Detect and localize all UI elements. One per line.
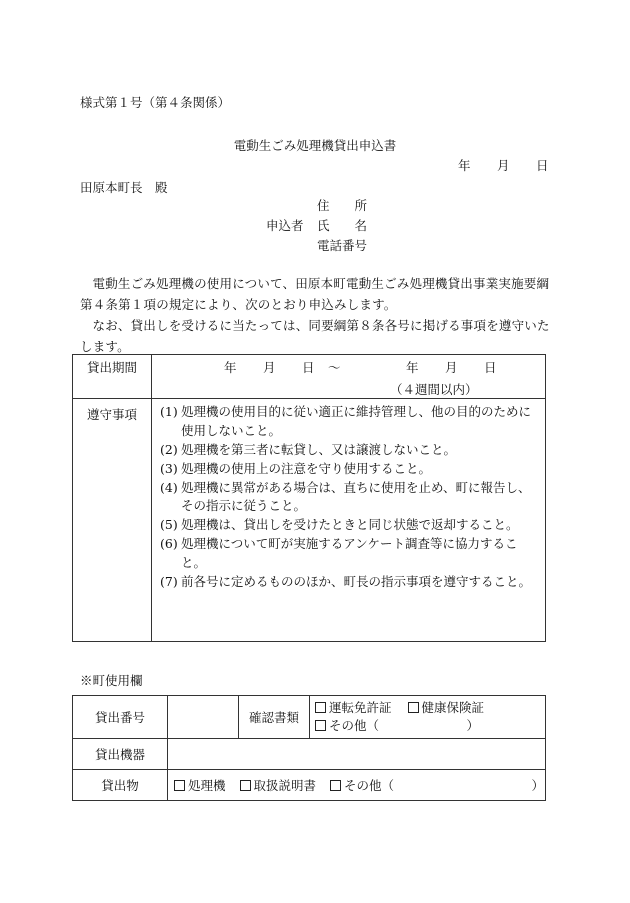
loan-period-row (73, 355, 546, 399)
other-doc-checkbox[interactable] (315, 720, 326, 731)
form-number: 様式第１号（第４条関係） (80, 95, 231, 110)
body-paragraph: 電動生ごみ処理機の使用について、田原本町電動生ごみ処理機貸出事業実施要綱第４条第１項の規定により、次のとおり申込みします。 (80, 276, 550, 312)
rule-item (160, 573, 539, 592)
period-label: 貸出期間 (73, 355, 152, 399)
manual-label: 取扱説明書 (253, 778, 317, 793)
processor-label: 処理機 (188, 778, 226, 793)
rule-number: (2) (160, 441, 178, 457)
manual-checkbox[interactable] (240, 780, 251, 791)
period-cell (152, 355, 546, 399)
rule-text: 前各号に定めるもののほか、町長の指示事項を遵守すること。 (181, 573, 532, 589)
items-label: 貸出物 (73, 770, 168, 801)
rule-text: 処理機に異常がある場合は、直ちに使用を止め、町に報告し、その指示に従うこと。 (181, 479, 531, 513)
rule-number: (1) (160, 404, 178, 419)
office-use-table (72, 695, 546, 801)
rule-number: (3) (160, 460, 178, 476)
license-checkbox[interactable] (315, 702, 326, 713)
addressee: 田原本町長 殿 (80, 180, 168, 195)
body-text (80, 273, 552, 357)
body-paragraph: なお、貸出しを受けるに当たっては、同要綱第８条各号に掲げる事項を遵守いたします。 (80, 318, 550, 354)
rule-text: 処理機について町が実施するアンケート調査等に協力すること。 (181, 536, 518, 570)
verification-label: 確認書類 (239, 696, 310, 739)
applicant-phone-label: 電話番号 (317, 238, 368, 253)
date-line: 年 月 日 (458, 158, 550, 173)
rule-item (160, 403, 539, 440)
rules-list (152, 399, 545, 596)
insurance-label: 健康保険証 (421, 700, 485, 715)
processor-checkbox[interactable] (174, 780, 185, 791)
applicant-address-label: 住 所 (317, 198, 368, 213)
rule-number: (5) (160, 517, 178, 532)
rule-number: (6) (160, 536, 178, 551)
other-doc-label: その他（ ） (329, 718, 480, 733)
items-options (168, 770, 546, 801)
rule-text: 処理機の使用上の注意を守り使用すること。 (181, 460, 432, 476)
rule-text: 処理機は、貸出しを受けたときと同じ状態で返却すること。 (181, 517, 519, 532)
device-label: 貸出機器 (73, 739, 168, 770)
period-note: （４週間以内） (390, 382, 478, 397)
other-item-checkbox[interactable] (330, 780, 341, 791)
loan-number-label: 貸出番号 (73, 696, 168, 739)
rule-number: (4) (160, 479, 178, 495)
rule-item (160, 535, 539, 572)
rule-item (160, 441, 539, 460)
insurance-checkbox[interactable] (408, 702, 419, 713)
office-use-heading: ※町使用欄 (80, 673, 143, 688)
verification-docs-line (315, 699, 545, 717)
verification-docs (310, 696, 546, 739)
loan-number-row (73, 696, 546, 739)
rules-label: 遵守事項 (73, 399, 152, 642)
license-label: 運転免許証 (329, 700, 392, 715)
form-title: 電動生ごみ処理機貸出申込書 (233, 138, 397, 153)
rules-cell (152, 399, 546, 642)
rule-item (160, 460, 539, 479)
loan-conditions-table (72, 354, 546, 642)
loan-number-field[interactable] (168, 696, 239, 739)
verification-other-line (315, 717, 545, 735)
items-row (73, 770, 546, 801)
rule-item (160, 479, 539, 516)
device-field[interactable] (168, 739, 546, 770)
rules-row (73, 399, 546, 642)
rule-text: 処理機を第三者に転貸し、又は譲渡しないこと。 (181, 441, 457, 457)
rule-number: (7) (160, 573, 178, 589)
period-value: 年 月 日 ～ 年 月 日 (224, 360, 498, 375)
device-row (73, 739, 546, 770)
rule-text: 処理機の使用目的に従い適正に維持管理し、他の目的のために使用しないこと。 (181, 404, 532, 438)
other-item-label: その他（ ） (344, 778, 545, 793)
applicant-label: 申込者 (266, 218, 304, 233)
rule-item (160, 516, 539, 535)
applicant-name-label: 氏 名 (317, 218, 368, 233)
